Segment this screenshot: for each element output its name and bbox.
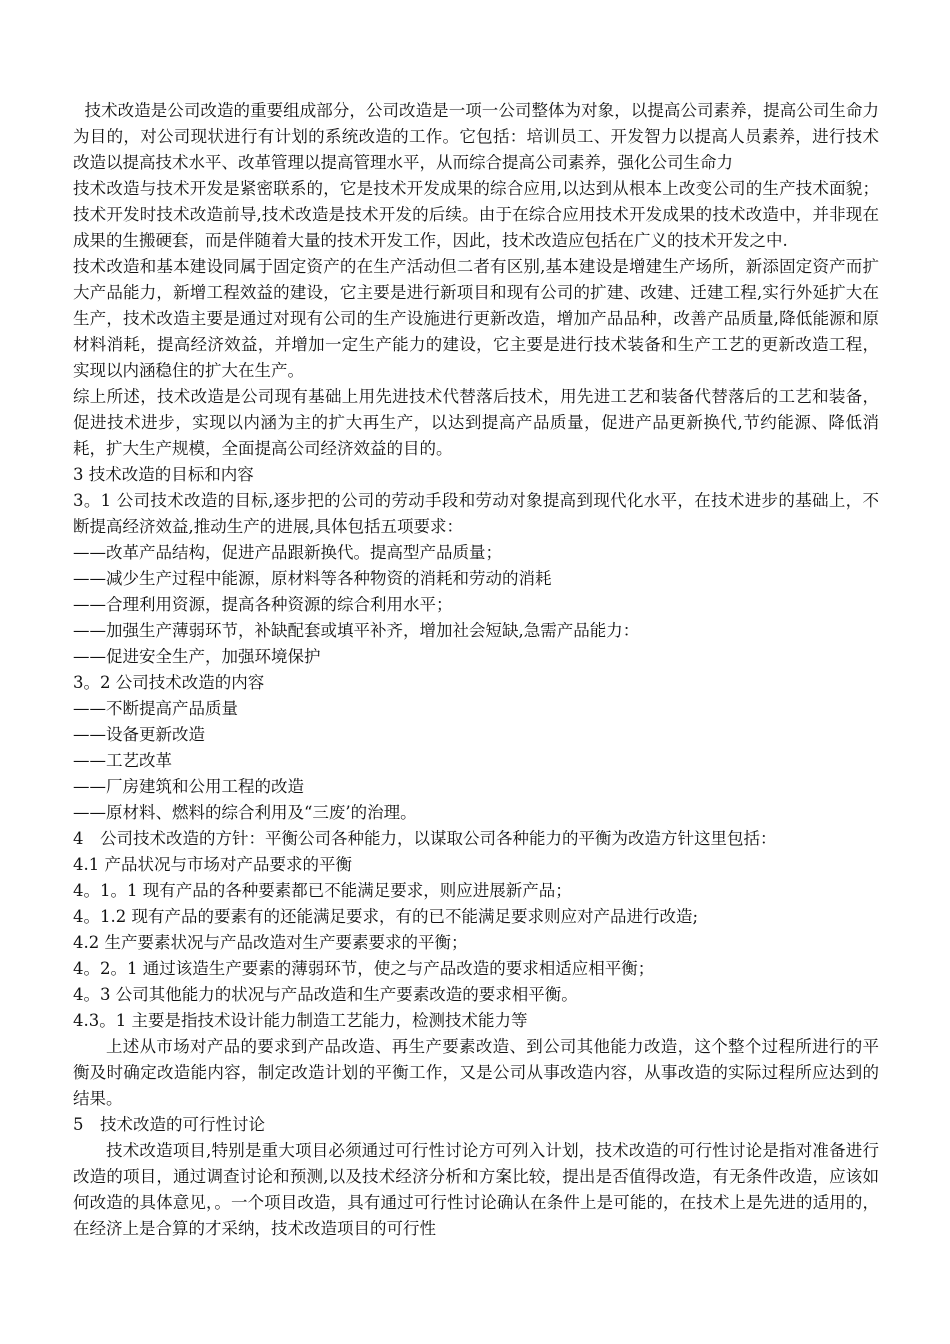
section-4-heading: 4 公司技术改造的方针：平衡公司各种能力，以谋取公司各种能力的平衡为改造方针这里包括： [73,829,777,848]
section-4-1-heading: 4.1 产品状况与市场对产品要求的平衡 [73,855,352,874]
goal-item: ——减少生产过程中能源，原材料等各种物资的消耗和劳动的消耗 [73,569,552,588]
section-3-heading: 3 技术改造的目标和内容 [73,465,254,484]
section-4-3-heading: 4。3 公司其他能力的状况与产品改造和生产要素改造的要求相平衡。 [73,985,578,1004]
intro-paragraph: 技术改造是公司改造的重要组成部分，公司改造是一项一公司整体为对象，以提高公司素养，提高公司生命力为目的，对公司现状进行有计划的系统改造的工作。它包括：培训员工、开发智力以提高人员素养，进行技术改造以提高技术水平、改革管理以提高管理水平，从而综合提高公司素养，强化公司生命力 [73,101,879,172]
section-4-2-1: 4。2。1 通过该造生产要素的薄弱环节，使之与产品改造的要求相适应相平衡； [73,959,655,978]
section-4-3-1: 4.3。1 主要是指技术设计能力制造工艺能力，检测技术能力等 [73,1011,528,1030]
section-4-1-2: 4。1.2 现有产品的要素有的还能满足要求，有的已不能满足要求则应对产品进行改造; [73,907,699,926]
goal-item: ——促进安全生产，加强环境保护 [73,647,321,666]
section-5-heading: 5 技术改造的可行性讨论 [73,1115,265,1134]
content-item: ——不断提高产品质量 [73,699,238,718]
section-3-1-paragraph: 3。1 公司技术改造的目标,逐步把的公司的劳动手段和劳动对象提高到现代化水平，在技术进步的基础上，不断提高经济效益,推动生产的进展,具体包括五项要求： [73,491,879,536]
balance-summary-paragraph: 上述从市场对产品的要求到产品改造、再生产要素改造、到公司其他能力改造，这个整个过程所进行的平衡及时确定改造能内容，制定改造计划的平衡工作，又是公司从事改造内容，从事改造的实际过程所应达到的结果。 [73,1037,879,1108]
content-item: ——原材料、燃料的综合利用及“三废’的治理。 [73,803,417,822]
feasibility-paragraph: 技术改造项目,特别是重大项目必须通过可行性讨论方可列入计划，技术改造的可行性讨论是指对准备进行改造的项目，通过调查讨论和预测,以及技术经济分析和方案比较，提出是否值得改造，有无条件改造，应该如何改造的具体意见，。一个项目改造，具有通过可行性讨论确认在条件上是可能的，在技术上是先进的适用的，在经济上是合算的才采纳，技术改造项目的可行性 [73,1141,879,1238]
section-4-1-1: 4。1。1 现有产品的各种要素都已不能满足要求，则应进展新产品； [73,881,572,900]
capital-construction-paragraph: 技术改造和基本建设同属于固定资产的在生产活动但二者有区别,基本建设是增建生产场所，新添固定资产而扩大产品能力，新增工程效益的建设，它主要是进行新项目和现有公司的扩建、改建、迁建工程,实行外延扩大在生产，技术改造主要是通过对现有公司的生产设施进行更新改造，增加产品品种，改善产品质量,降低能源和原材料消耗，提高经济效益，并增加一定生产能力的建设，它主要是进行技术装备和生产工艺的更新改造工程，实现以内涵稳住的扩大在生产。 [73,257,879,380]
content-item: ——厂房建筑和公用工程的改造 [73,777,304,796]
summary-paragraph: 综上所述，技术改造是公司现有基础上用先进技术代替落后技术，用先进工艺和装备代替落后的工艺和装备，促进技术进步，实现以内涵为主的扩大再生产，以达到提高产品质量，促进产品更新换代,节约能源、降低消耗，扩大生产规模，全面提高公司经济效益的目的。 [73,387,879,458]
section-3-2-heading: 3。2 公司技术改造的内容 [73,673,265,692]
section-4-2-heading: 4.2 生产要素状况与产品改造对生产要素要求的平衡； [73,933,468,952]
goal-item: ——加强生产薄弱环节，补缺配套或填平补齐，增加社会短缺,急需产品能力： [73,621,640,640]
tech-development-paragraph: 技术改造与技术开发是紧密联系的，它是技术开发成果的综合应用,以达到从根本上改变公司的生产技术面貌；技术开发时技术改造前导,技术改造是技术开发的后续。由于在综合应用技术开发成果的技术改造中，并非现在成果的生搬硬套，而是伴随着大量的技术开发工作，因此，技术改造应包括在广义的技术开发之中. [73,179,879,250]
content-item: ——设备更新改造 [73,725,205,744]
goal-item: ——改革产品结构，促进产品跟新换代。提高型产品质量； [73,543,502,562]
document-page [73,98,879,1242]
content-item: ——工艺改革 [73,751,172,770]
goal-item: ——合理利用资源，提高各种资源的综合利用水平； [73,595,453,614]
